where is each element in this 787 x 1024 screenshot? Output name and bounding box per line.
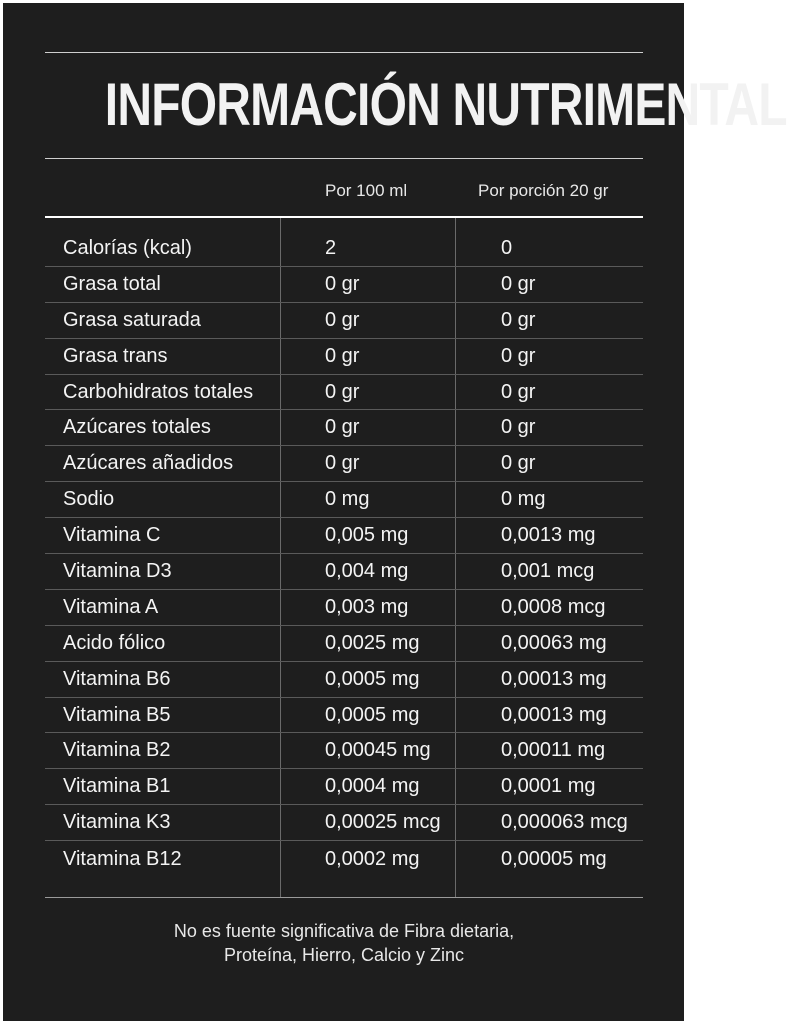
value-per-100: 0,005 mg (325, 524, 409, 547)
value-per-portion: 0 gr (501, 452, 536, 475)
nutrient-name: Vitamina B5 (63, 703, 171, 726)
nutrient-name: Vitamina A (63, 595, 159, 618)
value-per-100: 0 mg (325, 488, 370, 511)
header-rule (45, 216, 643, 218)
nutrient-name: Vitamina K3 (63, 811, 171, 834)
top-rule (45, 52, 643, 53)
column-header-per-portion: Por porción 20 gr (478, 181, 609, 200)
table-row (45, 446, 643, 482)
column-header-per-100: Por 100 ml (325, 181, 408, 200)
value-per-100: 0 gr (325, 344, 360, 367)
table-row (45, 554, 643, 590)
value-per-100: 0,004 mg (325, 559, 409, 582)
value-per-portion: 0,00011 mg (501, 739, 606, 762)
table-row (45, 231, 643, 267)
value-per-100: 0,003 mg (325, 595, 409, 618)
table-row (45, 267, 643, 303)
table-row (45, 733, 643, 769)
table-row (45, 769, 643, 805)
value-per-100: 0,0025 mg (325, 631, 420, 654)
nutrient-name: Vitamina B12 (63, 847, 182, 870)
value-per-100: 2 (325, 236, 337, 259)
table-row (45, 375, 643, 411)
value-per-portion: 0,00013 mg (501, 703, 607, 726)
nutrient-name: Azúcares añadidos (63, 452, 234, 475)
table-row (45, 518, 643, 554)
value-per-100: 0,0004 mg (325, 775, 420, 798)
value-per-portion: 0 gr (501, 416, 536, 439)
footnote (45, 919, 643, 967)
value-per-portion: 0 gr (501, 380, 536, 403)
value-per-100: 0,00045 mg (325, 739, 431, 762)
nutrient-name: Calorías (kcal) (63, 236, 192, 259)
value-per-portion: 0,00063 mg (501, 631, 607, 654)
page-title: INFORMACIÓN NUTRIMENTAL (104, 71, 787, 138)
nutrient-name: Acido fólico (63, 631, 166, 654)
value-per-portion: 0,0008 mcg (501, 595, 606, 618)
value-per-portion: 0 gr (501, 272, 536, 295)
value-per-100: 0 gr (325, 416, 360, 439)
value-per-portion: 0,00005 mg (501, 847, 607, 870)
nutrient-name: Azúcares totales (63, 416, 211, 439)
table-row (45, 339, 643, 375)
table-row (45, 482, 643, 518)
value-per-100: 0 gr (325, 452, 360, 475)
nutrient-name: Vitamina D3 (63, 559, 172, 582)
nutrient-table (45, 231, 643, 877)
value-per-100: 0 gr (325, 308, 360, 331)
nutrient-name: Sodio (63, 488, 115, 511)
value-per-portion: 0 gr (501, 308, 536, 331)
nutrient-name: Vitamina B2 (63, 739, 171, 762)
table-row (45, 841, 643, 877)
nutrient-name: Grasa trans (63, 344, 168, 367)
nutrient-name: Grasa total (63, 272, 161, 295)
value-per-100: 0,0005 mg (325, 703, 420, 726)
footnote-line: No es fuente significativa de Fibra dietaria, (173, 921, 515, 941)
value-per-portion: 0 (501, 236, 513, 259)
table-row (45, 410, 643, 446)
nutrient-name: Vitamina C (63, 524, 161, 547)
table-row (45, 303, 643, 339)
nutrient-name: Vitamina B6 (63, 667, 171, 690)
value-per-100: 0,00025 mcg (325, 811, 441, 834)
title-rule (45, 158, 643, 159)
table-row (45, 590, 643, 626)
value-per-portion: 0,00013 mg (501, 667, 607, 690)
table-row (45, 698, 643, 734)
value-per-100: 0,0002 mg (325, 847, 420, 870)
value-per-100: 0,0005 mg (325, 667, 420, 690)
value-per-portion: 0,001 mcg (501, 559, 595, 582)
value-per-portion: 0 mg (501, 488, 546, 511)
table-row (45, 626, 643, 662)
table-row (45, 662, 643, 698)
table-row (45, 805, 643, 841)
bottom-rule (45, 897, 643, 898)
value-per-portion: 0,0001 mg (501, 775, 596, 798)
value-per-100: 0 gr (325, 272, 360, 295)
value-per-100: 0 gr (325, 380, 360, 403)
nutrient-name: Vitamina B1 (63, 775, 171, 798)
nutrition-panel (3, 3, 787, 1021)
value-per-portion: 0,000063 mcg (501, 811, 628, 834)
footnote-line: Proteína, Hierro, Calcio y Zinc (223, 945, 465, 965)
value-per-portion: 0,0013 mg (501, 524, 596, 547)
nutrient-name: Grasa saturada (63, 308, 201, 331)
value-per-portion: 0 gr (501, 344, 536, 367)
nutrient-name: Carbohidratos totales (63, 380, 254, 403)
